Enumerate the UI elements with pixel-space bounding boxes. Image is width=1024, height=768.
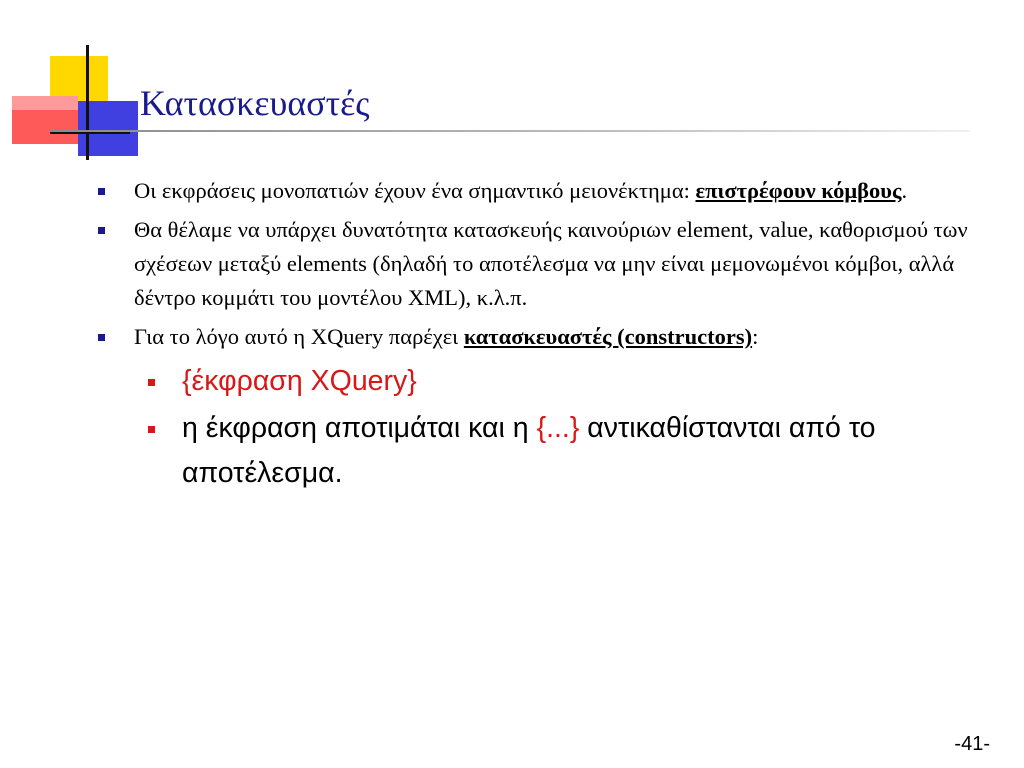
page-number: -41- (954, 733, 990, 755)
bullet-3-tail: : (752, 324, 759, 349)
sub-bullet-2-highlight: {...} (536, 412, 580, 444)
bullet-1-emphasis: επιστρέφουν κόμβους (695, 178, 902, 203)
square-bullet-icon (148, 379, 155, 386)
title-underline (50, 130, 970, 132)
bullet-1-tail: . (901, 178, 908, 203)
bullet-2-text: Θα θέλαμε να υπάρχει δυνατότητα κατασκευής καινούριων element, value, καθορισμού των σχέσεων μεταξύ elements (δηλαδή το αποτέλεσμα να μην είναι μεμονωμένοι κόμβοι, αλλά δέντρο κομμάτι του μοντέλου XML), κ.λ.π. (134, 217, 968, 310)
bullet-3-text: Για το λόγο αυτό η XQuery παρέχει (134, 324, 464, 349)
sub-bullet-2-tail: αντικαθίστανται από το αποτέλεσμα. (182, 412, 876, 489)
square-bullet-icon (98, 188, 105, 195)
logo-vertical-line (86, 45, 89, 160)
slide-title: Κατασκευαστές (140, 83, 370, 123)
bullet-item-1 (96, 174, 976, 208)
decorative-logo-graphic (0, 0, 160, 170)
logo-red-highlight (12, 96, 78, 110)
bullet-item-2 (96, 213, 976, 315)
sub-bullet-1-text: {έκφραση XQuery} (182, 365, 417, 397)
sub-bullet-item-1 (96, 359, 976, 404)
sub-bullet-item-2 (96, 406, 976, 496)
square-bullet-icon (98, 334, 105, 341)
square-bullet-icon (98, 227, 105, 234)
bullet-item-3 (96, 320, 976, 354)
sub-bullet-2-text: η έκφραση αποτιμάται και η (182, 412, 537, 444)
bullet-3-emphasis: κατασκευαστές (constructors) (463, 324, 753, 349)
slide-content (96, 174, 976, 496)
bullet-1-text: Οι εκφράσεις μονοπατιών έχουν ένα σημαντικό μειονέκτημα: (134, 178, 696, 203)
square-bullet-icon (148, 426, 155, 433)
